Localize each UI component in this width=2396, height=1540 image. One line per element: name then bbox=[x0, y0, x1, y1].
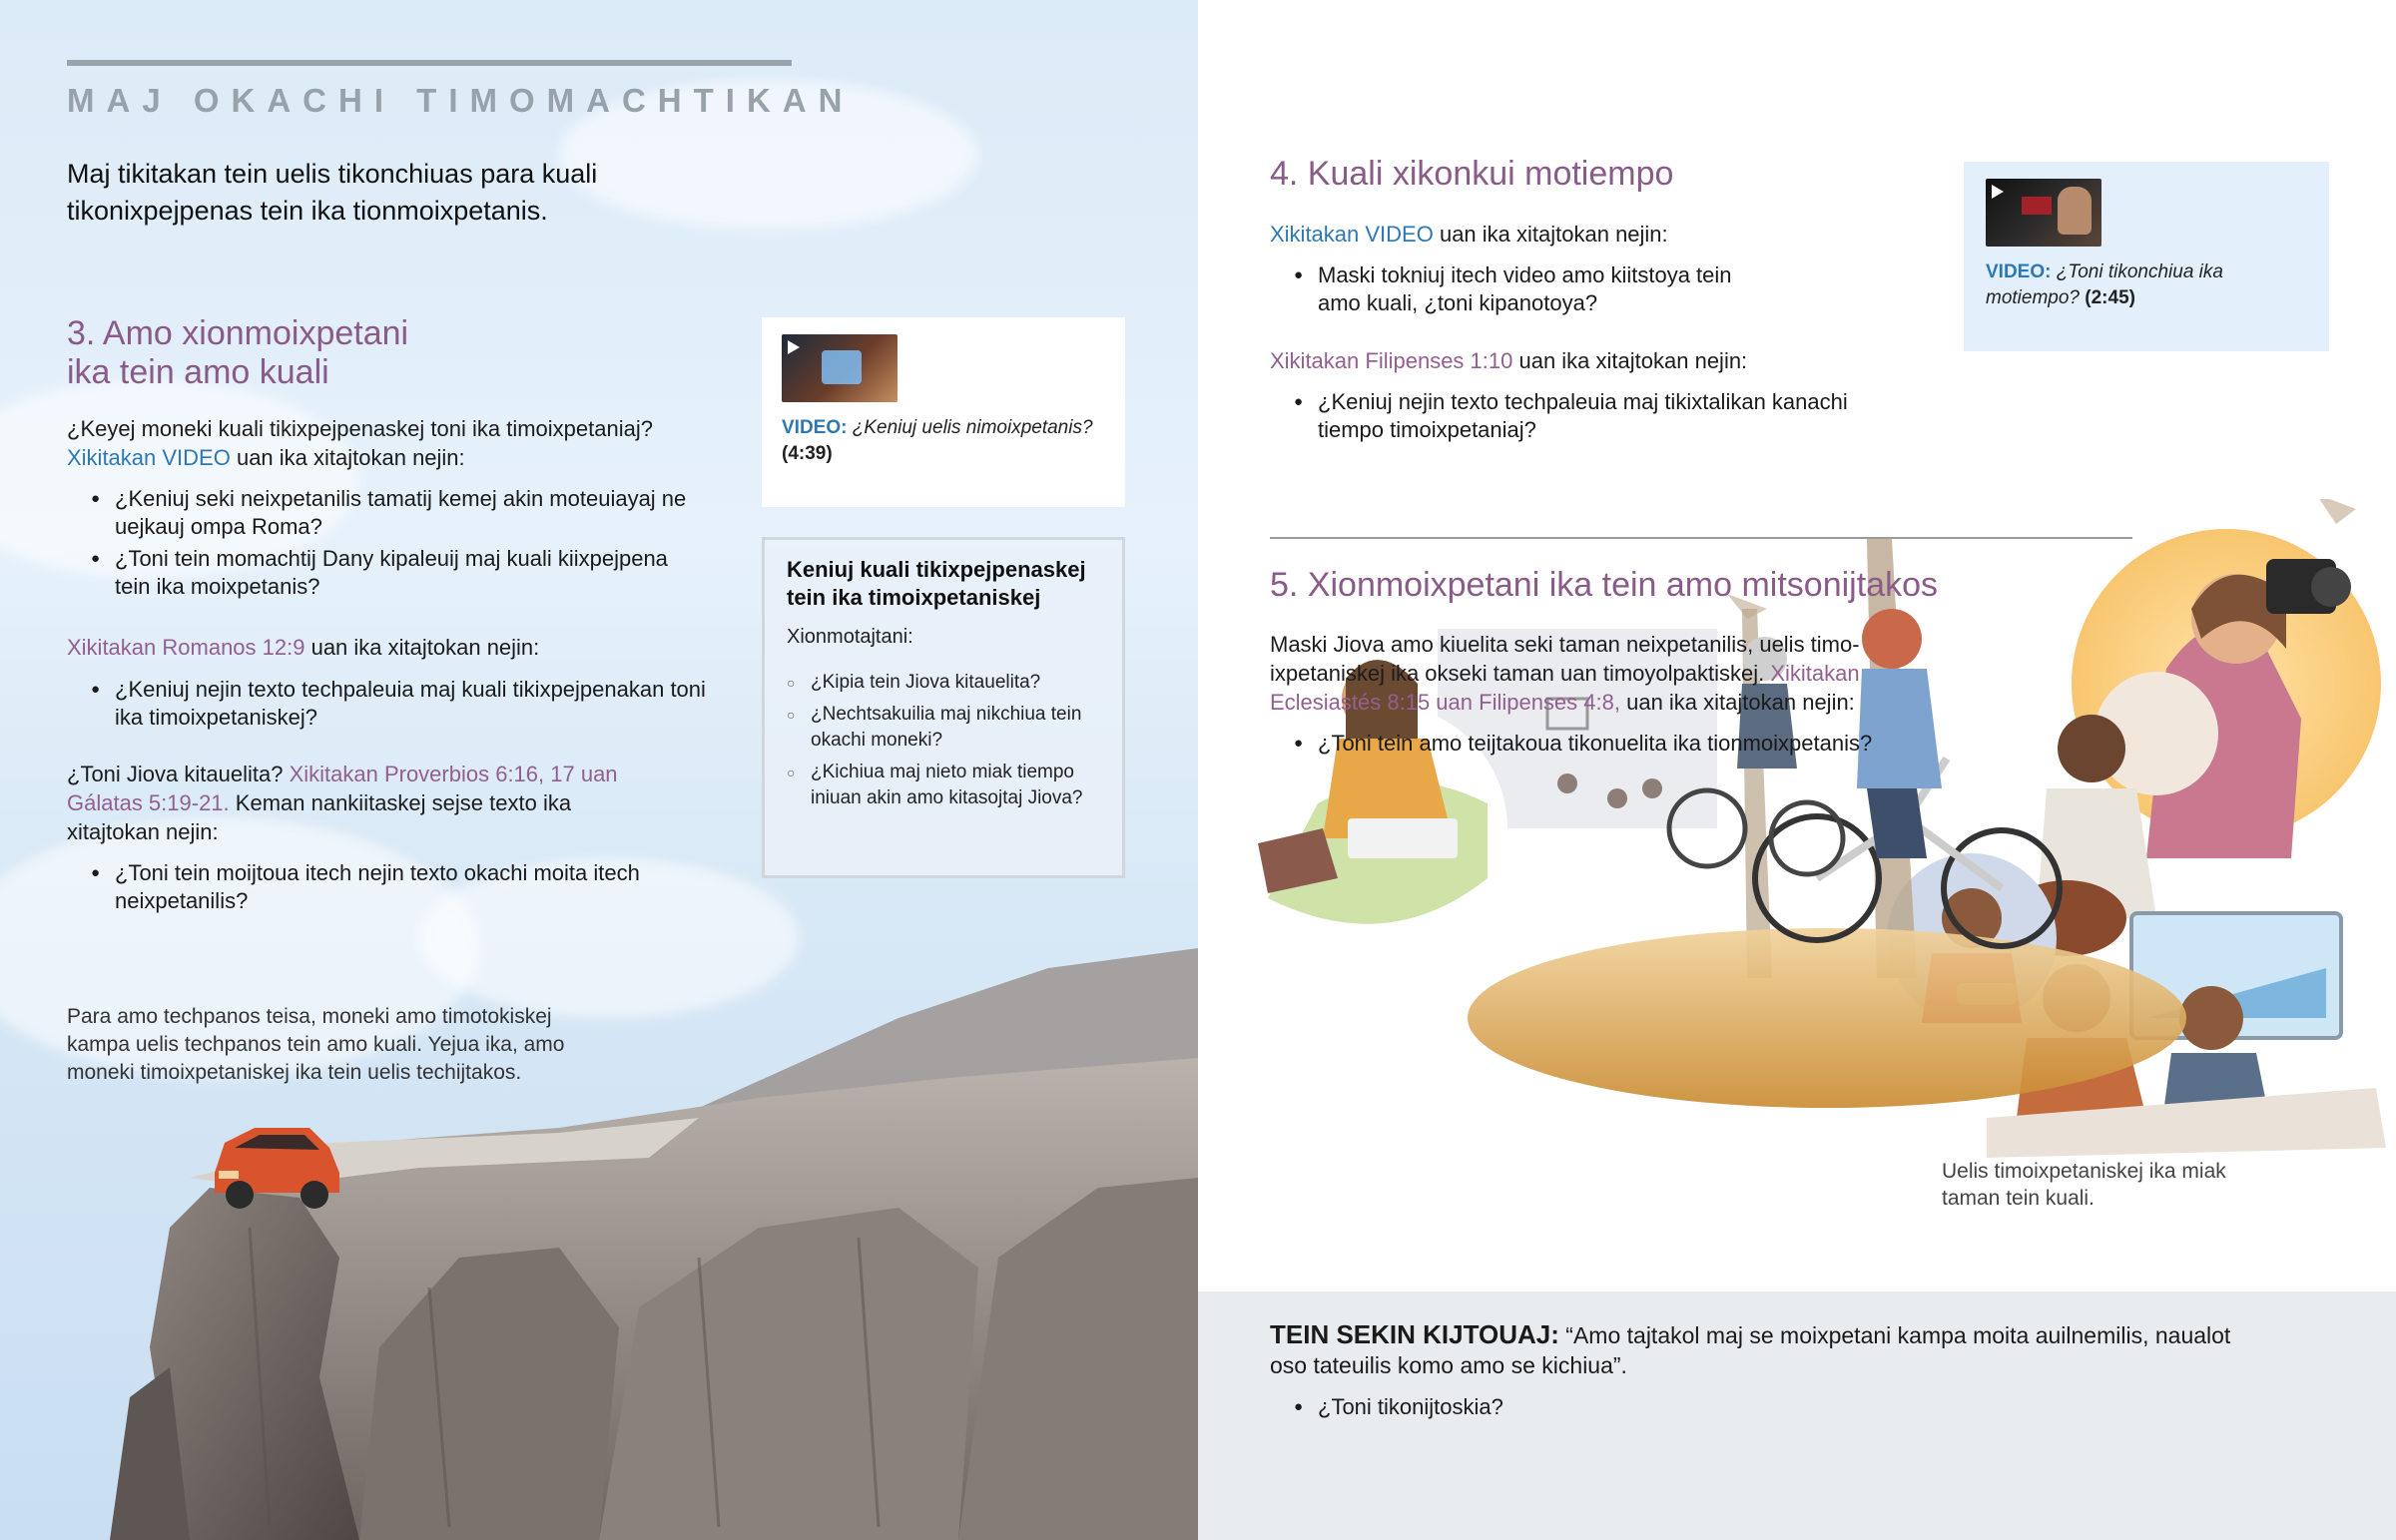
section-3-title bbox=[67, 314, 686, 392]
scripture-link[interactable]: Xikitakan Filipenses 1:10 bbox=[1270, 348, 1513, 373]
leisure-activities-illustration bbox=[1228, 499, 2396, 1258]
list-item: ● ¿Toni tein moijtoua itech nejin texto okachi moita itech neixpetanilis? bbox=[67, 859, 706, 915]
paragraph-text: uan ika xitajtokan nejin: bbox=[230, 445, 465, 470]
video-box-section-3[interactable] bbox=[762, 317, 1125, 507]
video-caption[interactable] bbox=[782, 415, 1111, 467]
section-4-title: 4. Kuali xikonkui motiempo bbox=[1270, 155, 1674, 193]
video-caption[interactable] bbox=[1986, 259, 2315, 311]
paragraph-text: Maski Jiova amo kiuelita seki taman neixpetanilis, uelis timoixpetaniskej ika okseki taman uan timoyolpaktiskej. bbox=[1270, 632, 1860, 686]
screen-icon bbox=[2022, 197, 2052, 215]
paragraph-text: ¿Keyej moneki kuali tikixpejpenaskej toni ika timoixpetaniaj? bbox=[67, 416, 653, 441]
video-box-section-4[interactable] bbox=[1964, 162, 2329, 351]
section-4-paragraph-2 bbox=[1270, 346, 1909, 375]
quote-band bbox=[1198, 1291, 2396, 1540]
bird-icon bbox=[2316, 499, 2356, 524]
list-item: ● ¿Keniuj nejin texto techpaleuia maj kuali tikixpejpenakan toni ika timoixpetaniskej? bbox=[67, 676, 706, 732]
list-item: ○ ¿Kipia tein Jiova kitauelita? bbox=[787, 670, 1112, 696]
paragraph-text: ¿Toni Jiova kitauelita? bbox=[67, 762, 290, 786]
video-title: ¿Keniuj uelis nimoixpetanis? bbox=[847, 417, 1093, 438]
section-4-bullets-2 bbox=[1270, 388, 1869, 448]
section-5-bullets-1 bbox=[1270, 730, 1969, 762]
quote-bullets bbox=[1270, 1393, 1969, 1425]
image-caption-right: Uelis timoixpetaniskej ika miak taman tein kuali. bbox=[1942, 1160, 2226, 1210]
discussion-box bbox=[762, 537, 1125, 878]
section-3-title-line2: ika tein amo kuali bbox=[67, 353, 329, 391]
list-item: ● ¿Keniuj seki neixpetanilis tamatij kemej akin moteuiayaj ne uejkauj ompa Roma? bbox=[67, 485, 706, 541]
play-icon bbox=[788, 340, 800, 354]
video-duration: (4:39) bbox=[782, 443, 833, 464]
right-page bbox=[1198, 0, 2396, 1540]
list-item: ○ ¿Kichiua maj nieto miak tiempo iniuan akin amo kitasojtaj Jiova? bbox=[787, 760, 1112, 811]
topic-rule bbox=[67, 60, 792, 66]
book-icon bbox=[1348, 818, 1458, 858]
section-3-paragraph-3 bbox=[67, 760, 666, 846]
section-3-bullets-2 bbox=[67, 676, 706, 736]
play-icon bbox=[1992, 185, 2004, 199]
section-4-paragraph-1 bbox=[1270, 220, 1909, 249]
paragraph-text: uan ika xitajtokan nejin: bbox=[1433, 222, 1668, 247]
video-link[interactable]: Xikitakan VIDEO bbox=[1270, 222, 1434, 247]
section-3-paragraph-2 bbox=[67, 633, 706, 662]
list-item: ● ¿Keniuj nejin texto techpaleuia maj tikixtalikan kanachi tiempo timoixpetaniaj? bbox=[1270, 388, 1869, 444]
intro-text: Maj tikitakan tein uelis tikonchiuas para kuali tikonixpejpenas tein ika tionmoixpetanis. bbox=[67, 159, 598, 226]
paragraph-text: uan ika xitajtokan nejin: bbox=[304, 635, 540, 660]
person-icon bbox=[2058, 187, 2092, 235]
section-5-title: 5. Xionmoixpetani ika tein amo mitsonijtakos bbox=[1270, 566, 1938, 604]
section-3-paragraph-1 bbox=[67, 414, 706, 472]
paragraph-text: Keman nankiitaskej sejse texto ika xitajtokan nejin: bbox=[67, 790, 572, 844]
scripture-link[interactable]: Xikitakan Eclesiastés 8:15 uan Filipenses 4:8, bbox=[1270, 661, 1860, 715]
video-label: VIDEO: bbox=[1986, 261, 2052, 282]
list-item: ● ¿Toni tein momachtij Dany kipaleuij maj kuali kiixpejpena tein ika moixpetanis? bbox=[67, 545, 706, 601]
video-link[interactable]: Xikitakan VIDEO bbox=[67, 445, 231, 470]
drummer-figure bbox=[2058, 715, 2125, 782]
list-item: ● ¿Toni tein amo teijtakoua tikonuelita ika tionmoixpetanis? bbox=[1270, 730, 1969, 758]
paragraph-text: uan ika xitajtokan nejin: bbox=[1619, 690, 1855, 715]
scripture-link[interactable]: Xikitakan Romanos 12:9 bbox=[67, 635, 305, 660]
quote-text bbox=[1270, 1319, 2268, 1380]
section-3-title-line1: 3. Amo xionmoixpetani bbox=[67, 314, 409, 352]
video-label: VIDEO: bbox=[782, 417, 848, 438]
list-item: ● Maski tokniuj itech video amo kiitstoya tein amo kuali, ¿toni kipanotoya? bbox=[1270, 261, 1749, 317]
list-item: ○ ¿Nechtsakuilia maj nikchiua tein okachi moneki? bbox=[787, 702, 1112, 754]
discussion-box-subtitle: Xionmotajtani: bbox=[787, 626, 913, 648]
discussion-list bbox=[787, 670, 1112, 817]
section-5-paragraph-1 bbox=[1270, 630, 1929, 717]
phone-icon bbox=[822, 350, 862, 384]
section-4-bullets-1 bbox=[1270, 261, 1749, 321]
list-item: ● ¿Toni tikonijtoskia? bbox=[1270, 1393, 1969, 1421]
image-caption-left: Para amo techpanos teisa, moneki amo timotokiskej kampa uelis techpanos tein amo kuali. Yejua ika, amo moneki timoixpetaniskej ika tein uelis techijtakos. bbox=[67, 1005, 565, 1084]
quote-lead: TEIN SEKIN KIJTOUAJ: bbox=[1270, 1319, 1559, 1349]
topic-heading: MAJ OKACHI TIMOMACHTIKAN bbox=[67, 82, 855, 119]
autumn-path bbox=[1468, 928, 2186, 1108]
scripture-link[interactable]: Xikitakan Proverbios 6:16, 17 uan Gálatas 5:19-21. bbox=[67, 762, 618, 815]
video-duration: (2:45) bbox=[2080, 287, 2135, 308]
discussion-box-title: Keniuj kuali tikixpejpenaskej tein ika timoixpetaniskej bbox=[787, 557, 1086, 610]
video-thumbnail-icon[interactable] bbox=[1986, 179, 2101, 247]
video-title: ¿Toni tikonchiua ika motiempo? bbox=[1986, 261, 2223, 308]
video-thumbnail-icon[interactable] bbox=[782, 334, 898, 402]
section-3-bullets-3 bbox=[67, 859, 706, 919]
quote-body: “Amo tajtakol maj se moixpetani kampa moita auilnemilis, naualot oso tateuilis komo amo se kichiua”. bbox=[1270, 1322, 2231, 1378]
paragraph-text: uan ika xitajtokan nejin: bbox=[1512, 348, 1748, 373]
section-3-bullets-1 bbox=[67, 485, 706, 605]
